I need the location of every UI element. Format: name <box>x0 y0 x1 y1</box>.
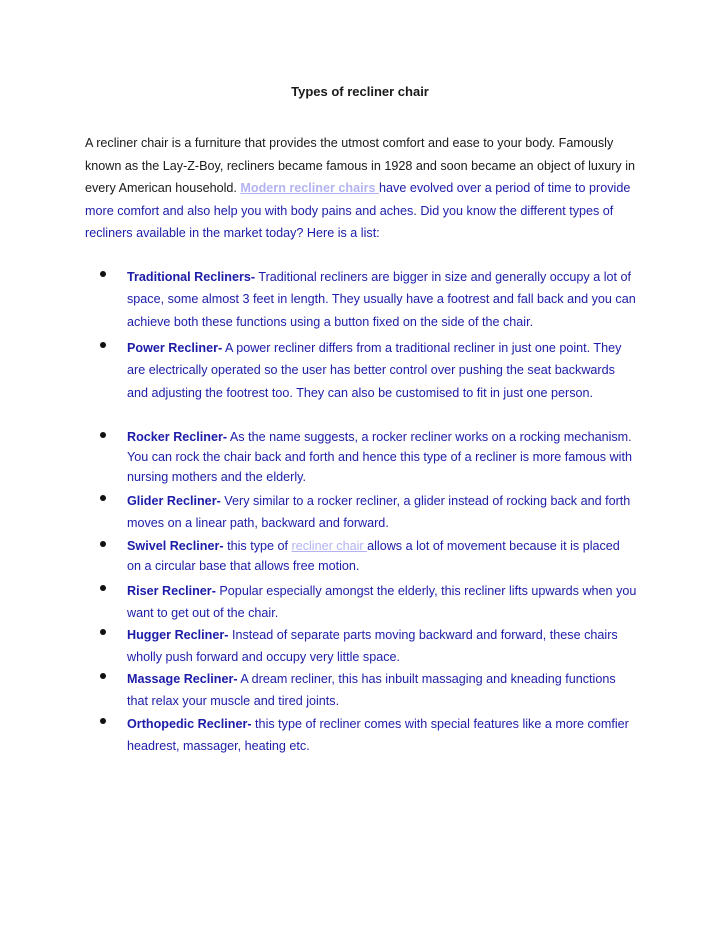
bullet-icon <box>100 495 106 501</box>
item-text: As the name suggests, a rocker recliner works on a rocking mechanism. You can rock the chair back and forth and hence this type of a recliner is more famous with nursing mothers and the elderly. <box>127 430 632 484</box>
item-text: Traditional recliners are bigger in size and generally occupy a lot of space, some almost 3 feet in length. They usually have a footrest and fall back and you can achieve both these functions using a button fixed on the side of the chair. <box>127 270 636 329</box>
item-text: Popular especially amongst the elderly, this recliner lifts upwards when you want to get out of the chair. <box>127 584 637 621</box>
item-term: Glider Recliner- <box>127 494 221 508</box>
item-text: A power recliner differs from a traditional recliner in just one point. They are electrically operated so the user has better control over pushing the seat backwards and adjusting the footrest too. They can also be customised to fit in just one person. <box>127 341 622 400</box>
list-item-hugger <box>100 624 660 669</box>
list-item-swivel <box>100 536 660 576</box>
item-term: Traditional Recliners- <box>127 270 256 284</box>
list-item-massage <box>100 668 660 713</box>
item-term: Hugger Recliner- <box>127 628 229 642</box>
item-text: Instead of separate parts moving backward and forward, these chairs wholly push forward and occupy very little space. <box>127 628 618 665</box>
item-term: Riser Recliner- <box>127 584 216 598</box>
intro-paragraph <box>85 132 645 245</box>
recliner-chair-link[interactable]: recliner chair <box>291 539 368 553</box>
list-item-orthopedic <box>100 713 660 758</box>
list-item-rocker <box>100 427 660 487</box>
item-term: Rocker Recliner- <box>127 430 228 444</box>
list-item-traditional <box>100 266 660 333</box>
item-term: Orthopedic Recliner- <box>127 717 252 731</box>
bullet-icon <box>100 673 106 679</box>
item-text: this type of recliner comes with special features like a more comfier headrest, massager, heating etc. <box>127 717 629 754</box>
bullet-icon <box>100 718 106 724</box>
modern-recliner-chairs-link[interactable]: Modern recliner chairs <box>240 181 380 196</box>
bullet-icon <box>100 271 106 277</box>
bullet-icon <box>100 342 106 348</box>
item-term: Power Recliner- <box>127 341 223 355</box>
list-item-riser <box>100 580 660 625</box>
item-text: A dream recliner, this has inbuilt massaging and kneading functions that relax your muscle and tired joints. <box>127 672 616 709</box>
item-term: Massage Recliner- <box>127 672 238 686</box>
intro-text-continued: have evolved over a period of time to provide more comfort and also help you with body pains and aches. Did you know the different types of recliners available in the market today? Here is a list: <box>85 181 631 241</box>
page-title: Types of recliner chair <box>291 84 429 99</box>
item-text: allows a lot of movement because it is placed on a circular base that allows free motion. <box>127 539 620 573</box>
item-text: Very similar to a rocker recliner, a glider instead of rocking back and forth moves on a linear path, backward and forward. <box>127 494 631 531</box>
item-term: Swivel Recliner- <box>127 539 224 553</box>
bullet-icon <box>100 629 106 635</box>
bullet-icon <box>100 585 106 591</box>
intro-text: A recliner chair is a furniture that provides the utmost comfort and ease to your body. Famously known as the Lay-Z-Boy, recliners became famous in 1928 and soon became an object of luxury in every American household. <box>85 136 635 196</box>
bullet-icon <box>100 541 106 547</box>
item-text: this type of <box>223 539 292 553</box>
list-item-glider <box>100 490 660 535</box>
list-item-power <box>100 337 660 404</box>
bullet-icon <box>100 432 106 438</box>
